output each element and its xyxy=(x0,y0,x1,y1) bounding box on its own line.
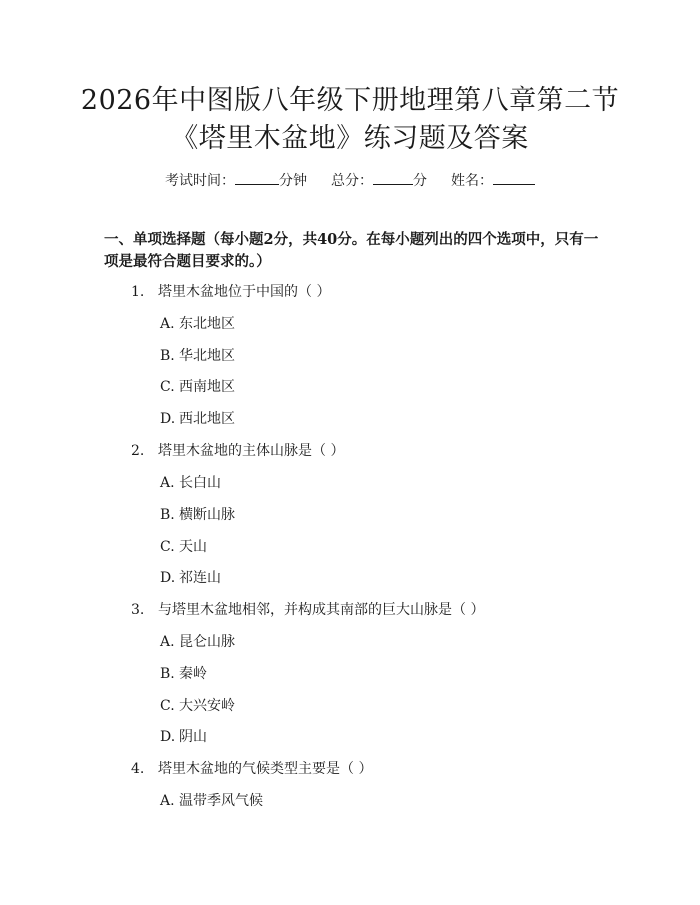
question-text: 塔里木盆地的主体山脉是（ ） xyxy=(158,443,345,459)
score-unit: 分 xyxy=(413,173,427,189)
option-label: C. xyxy=(160,539,175,555)
option-label: D. xyxy=(160,729,176,745)
question-4-option-a xyxy=(160,792,263,810)
option-text: 东北地区 xyxy=(179,316,235,332)
exam-title-line-2: 《塔里木盆地》练习题及答案 xyxy=(171,123,529,154)
option-label: A. xyxy=(160,475,175,491)
question-number: 2. xyxy=(131,443,145,459)
option-text: 阴山 xyxy=(179,729,207,745)
question-1 xyxy=(131,283,330,301)
option-label: A. xyxy=(160,793,175,809)
question-3 xyxy=(131,601,484,619)
option-text: 天山 xyxy=(179,539,207,555)
option-label: D. xyxy=(160,411,176,427)
question-1-option-d xyxy=(160,410,235,428)
question-2-option-a xyxy=(160,474,221,492)
score-blank xyxy=(373,170,413,185)
option-label: B. xyxy=(160,507,175,523)
question-2-option-c xyxy=(160,538,207,556)
question-1-option-a xyxy=(160,315,235,333)
question-2-option-d xyxy=(160,569,221,587)
option-text: 华北地区 xyxy=(179,348,235,364)
option-text: 西北地区 xyxy=(179,411,235,427)
option-label: D. xyxy=(160,570,176,586)
option-label: A. xyxy=(160,316,175,332)
name-label: 姓名： xyxy=(451,173,493,189)
option-text: 大兴安岭 xyxy=(179,698,235,714)
option-text: 温带季风气候 xyxy=(179,793,263,809)
time-label: 考试时间： xyxy=(165,173,235,189)
option-text: 长白山 xyxy=(179,475,221,491)
option-label: C. xyxy=(160,698,175,714)
time-unit: 分钟 xyxy=(279,173,307,189)
exam-title-line-1: 2026年中图版八年级下册地理第八章第二节 xyxy=(80,85,620,116)
option-text: 横断山脉 xyxy=(179,507,235,523)
question-text: 塔里木盆地位于中国的（ ） xyxy=(158,284,331,300)
question-number: 3. xyxy=(131,602,145,618)
exam-meta-row xyxy=(0,170,700,190)
option-label: C. xyxy=(160,379,175,395)
time-blank xyxy=(235,170,279,185)
score-label: 总分： xyxy=(331,173,373,189)
question-1-option-c xyxy=(160,378,235,396)
name-blank xyxy=(493,170,535,185)
question-2-option-b xyxy=(160,506,235,524)
question-text: 塔里木盆地的气候类型主要是（ ） xyxy=(158,761,373,777)
question-3-option-a xyxy=(160,633,235,651)
question-1-option-b xyxy=(160,347,235,365)
option-text: 秦岭 xyxy=(179,666,207,682)
option-text: 祁连山 xyxy=(179,570,221,586)
question-2 xyxy=(131,442,344,460)
question-3-option-c xyxy=(160,697,235,715)
question-4 xyxy=(131,760,372,778)
option-text: 昆仑山脉 xyxy=(179,634,235,650)
question-number: 1. xyxy=(131,284,145,300)
question-3-option-b xyxy=(160,665,207,683)
section-heading: 一、单项选择题（每小题2分，共40分。在每小题列出的四个选项中，只有一项是最符合题目要求的。） xyxy=(104,231,599,270)
question-number: 4. xyxy=(131,761,145,777)
option-label: A. xyxy=(160,634,175,650)
option-label: B. xyxy=(160,666,175,682)
option-text: 西南地区 xyxy=(179,379,235,395)
question-3-option-d xyxy=(160,728,207,746)
option-label: B. xyxy=(160,348,175,364)
question-text: 与塔里木盆地相邻，并构成其南部的巨大山脉是（ ） xyxy=(158,602,485,618)
